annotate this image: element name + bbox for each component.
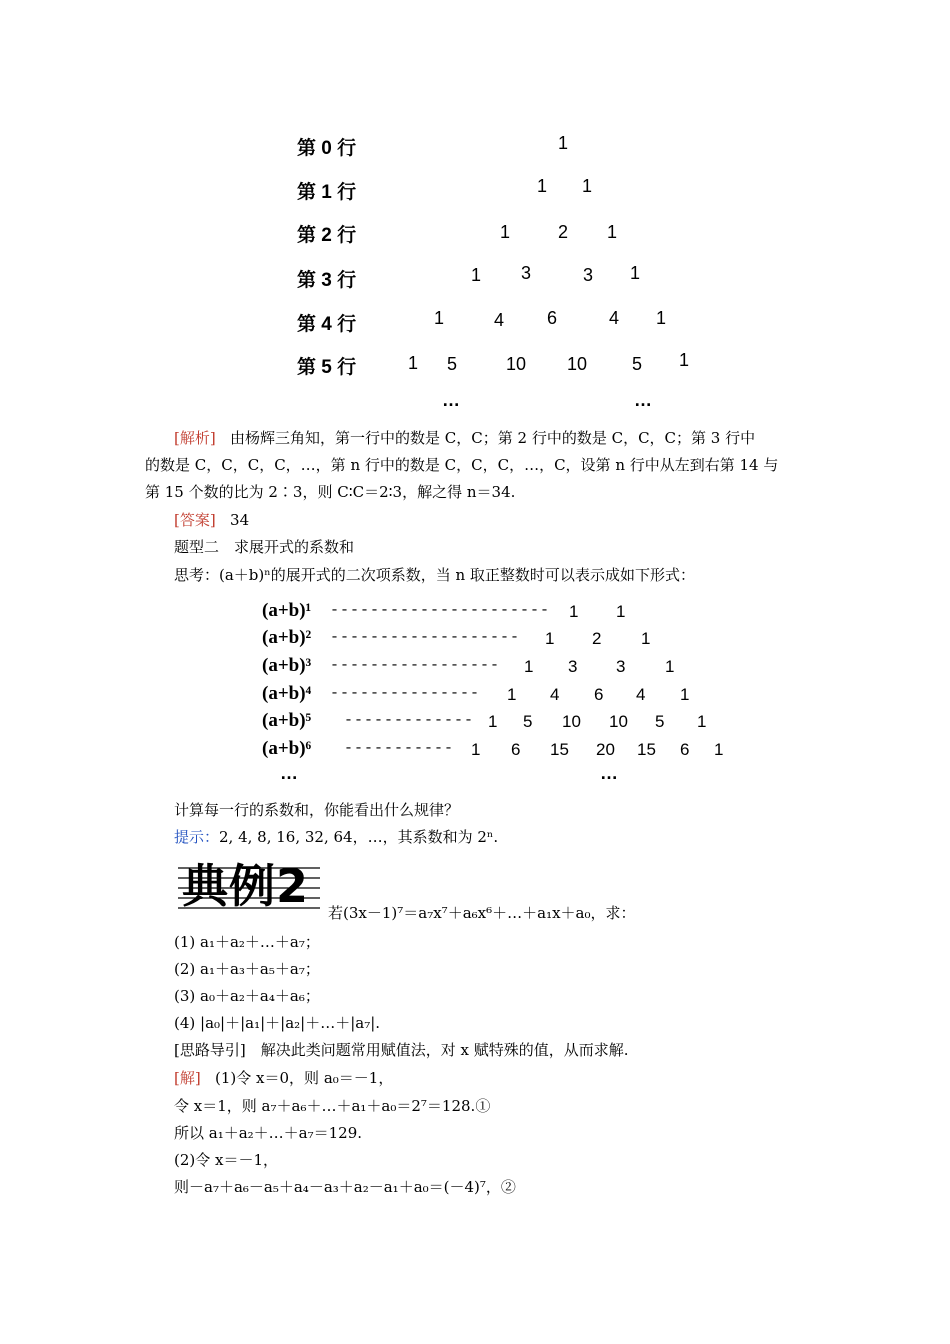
expansion-number: 2 xyxy=(592,629,602,648)
expansion-number: 5 xyxy=(655,712,665,731)
triangle-number: 1 xyxy=(434,308,445,328)
triangle-number: 4 xyxy=(494,310,505,330)
solution-line-5: 则－a₇＋a₆－a₅＋a₄－a₃＋a₂－a₁＋a₀＝(－4)⁷，② xyxy=(174,1178,516,1196)
expansion-number: 4 xyxy=(636,685,646,704)
solution-tag: [解] xyxy=(174,1069,201,1087)
expansion-number: 1 xyxy=(616,602,626,621)
analysis-tag: [解析] xyxy=(174,429,216,447)
triangle-number: 10 xyxy=(567,354,588,374)
expansion-label: (a+b)¹ xyxy=(262,600,312,621)
expansion-number: 1 xyxy=(569,602,579,621)
expansion-dashes: ------------------- xyxy=(330,629,521,646)
triangle-number: 3 xyxy=(583,265,594,285)
example-item-3: (3) a₀＋a₂＋a₄＋a₆； xyxy=(174,987,320,1005)
expansion-number: 1 xyxy=(680,685,690,704)
expansion-number: 1 xyxy=(697,712,707,731)
example-logo-text: 典例2 xyxy=(182,859,310,913)
triangle-number: 10 xyxy=(506,354,527,374)
triangle-number: 1 xyxy=(630,263,641,283)
expansion-dots: … xyxy=(280,763,299,783)
expansion-number: 1 xyxy=(488,712,498,731)
expansion-label: (a+b)⁵ xyxy=(262,710,312,731)
triangle-number: 3 xyxy=(521,263,532,283)
triangle-number: 2 xyxy=(558,222,569,242)
section-title: 题型二 求展开式的系数和 xyxy=(174,538,355,556)
expansion-label: (a+b)⁶ xyxy=(262,738,312,759)
triangle-number: 1 xyxy=(500,222,511,242)
question-text: 计算每一行的系数和，你能看出什么规律？ xyxy=(174,801,460,819)
expansion-label: (a+b)² xyxy=(262,627,312,648)
triangle-number: 6 xyxy=(547,308,558,328)
expansion-number: 10 xyxy=(609,712,628,731)
expansion-number: 1 xyxy=(665,657,675,676)
expansion-number: 15 xyxy=(637,740,656,759)
expansion-dashes: --------------- xyxy=(330,685,481,702)
triangle-number: 1 xyxy=(471,265,482,285)
hint-line xyxy=(174,827,498,847)
triangle-row-label: 第 3 行 xyxy=(297,270,357,291)
triangle-number: 1 xyxy=(607,222,618,242)
triangle-number: 1 xyxy=(537,176,548,196)
example-logo xyxy=(178,858,320,918)
expansion-number: 6 xyxy=(594,685,604,704)
expansion-number: 1 xyxy=(545,629,555,648)
expansion-label: (a+b)³ xyxy=(262,655,312,676)
expansion-number: 1 xyxy=(507,685,517,704)
triangle-number: 4 xyxy=(609,308,620,328)
example-item-4: (4) |a₀|＋|a₁|＋|a₂|＋…＋|a₇|. xyxy=(174,1014,381,1032)
analysis-line-1 xyxy=(174,428,755,448)
triangle-number: 1 xyxy=(582,176,593,196)
triangle-row-label: 第 2 行 xyxy=(297,225,357,246)
expansion-number: 5 xyxy=(523,712,533,731)
solution-text: (1)令 x＝0，则 a₀＝－1， xyxy=(215,1069,394,1087)
expansion-dashes: ----------- xyxy=(344,740,455,757)
expansion-number: 15 xyxy=(550,740,569,759)
triangle-number: 1 xyxy=(558,133,569,153)
triangle-dots: … xyxy=(442,390,461,410)
answer-value: 34 xyxy=(230,511,250,529)
triangle-number: 5 xyxy=(632,354,643,374)
expansion-number: 3 xyxy=(616,657,626,676)
solution-line-1 xyxy=(174,1068,393,1088)
triangle-row-label: 第 4 行 xyxy=(297,314,357,335)
expansion-dashes: ----------------- xyxy=(330,657,501,674)
example-guide: [思路导引] 解决此类问题常用赋值法，对 x 赋特殊的值，从而求解. xyxy=(174,1041,629,1059)
answer-line xyxy=(174,510,249,530)
expansion-number: 10 xyxy=(562,712,581,731)
triangle-row-label: 第 1 行 xyxy=(297,182,357,203)
triangle-number: 1 xyxy=(679,350,690,370)
expansion-label: (a+b)⁴ xyxy=(262,683,312,704)
analysis-line-3: 第 15 个数的比为 2∶3，则 C∶C＝2∶3，解之得 n＝34. xyxy=(145,483,516,501)
triangle-number: 1 xyxy=(656,308,667,328)
expansion-number: 1 xyxy=(524,657,534,676)
triangle-number: 5 xyxy=(447,354,458,374)
solution-line-2: 令 x＝1，则 a₇＋a₆＋…＋a₁＋a₀＝2⁷＝128.① xyxy=(174,1097,491,1115)
example-stem: 若(3x－1)⁷＝a₇x⁷＋a₆x⁶＋…＋a₁x＋a₀，求： xyxy=(328,904,636,922)
expansion-number: 1 xyxy=(714,740,724,759)
expansion-number: 6 xyxy=(680,740,690,759)
expansion-number: 6 xyxy=(511,740,521,759)
hint-text: 2, 4, 8, 16, 32, 64，…，其系数和为 2ⁿ. xyxy=(219,828,499,846)
solution-line-3: 所以 a₁＋a₂＋…＋a₇＝129. xyxy=(174,1124,363,1142)
analysis-text: 由杨辉三角知，第一行中的数是 C，C；第 2 行中的数是 C，C，C；第 3 行中 xyxy=(230,429,756,447)
expansion-dashes: ---------------------- xyxy=(330,602,551,619)
expansion-dashes: ------------- xyxy=(344,712,475,729)
answer-tag: [答案] xyxy=(174,511,216,529)
example-item-1: (1) a₁＋a₂＋…＋a₇； xyxy=(174,933,320,951)
expansion-number: 3 xyxy=(568,657,578,676)
hint-tag: 提示： xyxy=(174,828,220,846)
triangle-number: 1 xyxy=(408,353,419,373)
triangle-row-label: 第 0 行 xyxy=(297,138,357,159)
triangle-dots: … xyxy=(634,390,653,410)
expansion-number: 1 xyxy=(471,740,481,759)
analysis-line-2: 的数是 C，C，C，C，…，第 n 行中的数是 C，C，C，…，C，设第 n 行中从左到右第 14 与 xyxy=(145,456,779,474)
expansion-number: 4 xyxy=(550,685,560,704)
triangle-row-label: 第 5 行 xyxy=(297,357,357,378)
expansion-number: 1 xyxy=(641,629,651,648)
example-item-2: (2) a₁＋a₃＋a₅＋a₇； xyxy=(174,960,320,978)
expansion-dots: … xyxy=(600,763,619,783)
expansion-number: 20 xyxy=(596,740,615,759)
solution-line-4: (2)令 x＝－1， xyxy=(174,1151,279,1169)
think-text: 思考：(a＋b)ⁿ的展开式的二次项系数，当 n 取正整数时可以表示成如下形式： xyxy=(174,566,695,584)
